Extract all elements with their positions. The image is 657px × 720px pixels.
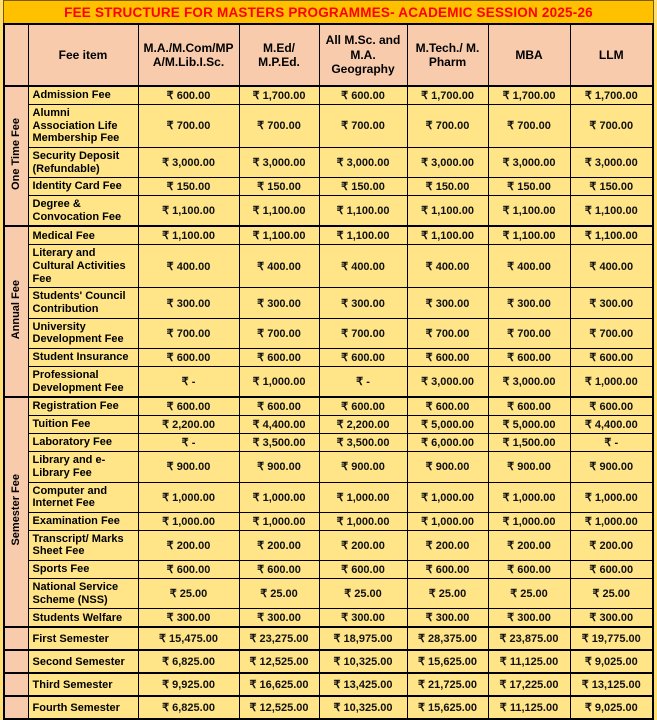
fee-value-cell: ₹ 600.00 bbox=[138, 561, 239, 579]
fee-value-cell: ₹ 600.00 bbox=[138, 397, 239, 416]
column-header-fee-item: Fee item bbox=[28, 24, 138, 86]
fee-value-cell: ₹ 700.00 bbox=[319, 318, 407, 348]
fee-value-cell: ₹ 200.00 bbox=[570, 530, 653, 560]
fee-value-cell: ₹ 600.00 bbox=[570, 397, 653, 416]
summary-value-cell: ₹ 6,825.00 bbox=[138, 696, 239, 719]
fee-value-cell: ₹ 900.00 bbox=[319, 452, 407, 482]
summary-value-cell: ₹ 19,775.00 bbox=[570, 627, 653, 650]
fee-value-cell: ₹ 6,000.00 bbox=[407, 434, 488, 452]
table-row bbox=[4, 397, 653, 416]
fee-item-label: Registration Fee bbox=[28, 397, 138, 416]
fee-value-cell: ₹ 2,200.00 bbox=[319, 416, 407, 434]
fee-value-cell: ₹ 1,000.00 bbox=[319, 512, 407, 530]
fee-value-cell: ₹ 1,100.00 bbox=[407, 226, 488, 245]
fee-value-cell: ₹ 1,000.00 bbox=[239, 482, 319, 512]
fee-value-cell: ₹ 1,000.00 bbox=[319, 482, 407, 512]
fee-item-label: Library and e-Library Fee bbox=[28, 452, 138, 482]
section-label-text: Annual Fee bbox=[9, 279, 22, 340]
fee-value-cell: ₹ 600.00 bbox=[488, 348, 570, 366]
fee-value-cell: ₹ 700.00 bbox=[319, 105, 407, 148]
fee-value-cell: ₹ 3,000.00 bbox=[407, 366, 488, 397]
fee-value-cell: ₹ 3,500.00 bbox=[319, 434, 407, 452]
fee-value-cell: ₹ 300.00 bbox=[488, 288, 570, 318]
fee-value-cell: ₹ 200.00 bbox=[239, 530, 319, 560]
fee-value-cell: ₹ 3,000.00 bbox=[138, 147, 239, 177]
section-label-semester-fee bbox=[4, 397, 28, 627]
fee-value-cell: ₹ 600.00 bbox=[138, 348, 239, 366]
fee-value-cell: ₹ 300.00 bbox=[407, 609, 488, 628]
summary-value-cell: ₹ 11,125.00 bbox=[488, 650, 570, 673]
fee-value-cell: ₹ 300.00 bbox=[570, 288, 653, 318]
table-row bbox=[4, 512, 653, 530]
summary-value-cell: ₹ 9,025.00 bbox=[570, 696, 653, 719]
fee-value-cell: ₹ 600.00 bbox=[570, 348, 653, 366]
summary-value-cell: ₹ 17,225.00 bbox=[488, 673, 570, 696]
section-label-text: One Time Fee bbox=[9, 117, 22, 190]
fee-value-cell: ₹ 900.00 bbox=[239, 452, 319, 482]
fee-value-cell: ₹ 25.00 bbox=[488, 579, 570, 609]
fee-structure-sheet bbox=[3, 0, 654, 720]
summary-label: First Semester bbox=[28, 627, 138, 650]
fee-value-cell: ₹ 1,700.00 bbox=[488, 86, 570, 105]
summary-value-cell: ₹ 28,375.00 bbox=[407, 627, 488, 650]
fee-value-cell: ₹ 600.00 bbox=[407, 397, 488, 416]
fee-value-cell: ₹ 1,500.00 bbox=[488, 434, 570, 452]
fee-value-cell: ₹ 300.00 bbox=[138, 609, 239, 628]
table-row bbox=[4, 434, 653, 452]
fee-value-cell: ₹ 600.00 bbox=[407, 561, 488, 579]
table-row bbox=[4, 105, 653, 148]
fee-value-cell: ₹ 150.00 bbox=[319, 178, 407, 196]
table-row bbox=[4, 579, 653, 609]
summary-row-fourth-semester bbox=[4, 696, 653, 719]
fee-value-cell: ₹ 1,000.00 bbox=[570, 482, 653, 512]
summary-value-cell: ₹ 16,625.00 bbox=[239, 673, 319, 696]
header-row bbox=[4, 24, 653, 86]
fee-value-cell: ₹ 3,500.00 bbox=[239, 434, 319, 452]
fee-value-cell: ₹ 1,100.00 bbox=[319, 196, 407, 227]
summary-blank-cell bbox=[4, 650, 28, 673]
fee-value-cell: ₹ 700.00 bbox=[407, 105, 488, 148]
table-row bbox=[4, 452, 653, 482]
fee-item-label: Student Insurance bbox=[28, 348, 138, 366]
fee-table bbox=[3, 23, 654, 720]
table-row bbox=[4, 226, 653, 245]
fee-value-cell: ₹ 150.00 bbox=[488, 178, 570, 196]
fee-value-cell: ₹ 700.00 bbox=[488, 318, 570, 348]
fee-value-cell: ₹ 200.00 bbox=[138, 530, 239, 560]
fee-item-label: Students Welfare bbox=[28, 609, 138, 628]
fee-value-cell: ₹ 1,100.00 bbox=[570, 196, 653, 227]
fee-value-cell: ₹ 1,100.00 bbox=[138, 196, 239, 227]
fee-value-cell: ₹ 1,100.00 bbox=[239, 226, 319, 245]
fee-value-cell: ₹ 700.00 bbox=[570, 105, 653, 148]
fee-value-cell: ₹ 1,100.00 bbox=[319, 226, 407, 245]
fee-value-cell: ₹ 600.00 bbox=[239, 561, 319, 579]
summary-label: Fourth Semester bbox=[28, 696, 138, 719]
fee-value-cell: ₹ 900.00 bbox=[407, 452, 488, 482]
table-row bbox=[4, 482, 653, 512]
fee-value-cell: ₹ 700.00 bbox=[239, 105, 319, 148]
summary-value-cell: ₹ 15,625.00 bbox=[407, 650, 488, 673]
fee-value-cell: ₹ 600.00 bbox=[319, 348, 407, 366]
fee-value-cell: ₹ 300.00 bbox=[407, 288, 488, 318]
fee-value-cell: ₹ 300.00 bbox=[319, 288, 407, 318]
summary-value-cell: ₹ 13,125.00 bbox=[570, 673, 653, 696]
fee-value-cell: ₹ 200.00 bbox=[319, 530, 407, 560]
fee-value-cell: ₹ 300.00 bbox=[570, 609, 653, 628]
table-row bbox=[4, 366, 653, 397]
summary-value-cell: ₹ 15,475.00 bbox=[138, 627, 239, 650]
fee-value-cell: ₹ 1,100.00 bbox=[138, 226, 239, 245]
table-row bbox=[4, 561, 653, 579]
fee-value-cell: ₹ 700.00 bbox=[407, 318, 488, 348]
column-header-programme-3: All M.Sc. and M.A. Geography bbox=[319, 24, 407, 86]
fee-item-label: Admission Fee bbox=[28, 86, 138, 105]
summary-blank-cell bbox=[4, 627, 28, 650]
fee-value-cell: ₹ 1,100.00 bbox=[488, 196, 570, 227]
fee-value-cell: ₹ 600.00 bbox=[239, 397, 319, 416]
fee-value-cell: ₹ 1,700.00 bbox=[570, 86, 653, 105]
table-row bbox=[4, 147, 653, 177]
fee-value-cell: ₹ 400.00 bbox=[407, 245, 488, 288]
fee-value-cell: ₹ 25.00 bbox=[319, 579, 407, 609]
summary-value-cell: ₹ 21,725.00 bbox=[407, 673, 488, 696]
fee-value-cell: ₹ 400.00 bbox=[239, 245, 319, 288]
summary-value-cell: ₹ 9,025.00 bbox=[570, 650, 653, 673]
fee-value-cell: ₹ 3,000.00 bbox=[488, 366, 570, 397]
summary-value-cell: ₹ 6,825.00 bbox=[138, 650, 239, 673]
fee-item-label: Identity Card Fee bbox=[28, 178, 138, 196]
fee-value-cell: ₹ 700.00 bbox=[570, 318, 653, 348]
fee-value-cell: ₹ 1,000.00 bbox=[407, 512, 488, 530]
summary-label: Third Semester bbox=[28, 673, 138, 696]
table-row bbox=[4, 609, 653, 628]
fee-value-cell: ₹ 400.00 bbox=[138, 245, 239, 288]
fee-value-cell: ₹ 1,100.00 bbox=[488, 226, 570, 245]
table-row bbox=[4, 416, 653, 434]
fee-value-cell: ₹ 25.00 bbox=[239, 579, 319, 609]
summary-value-cell: ₹ 23,875.00 bbox=[488, 627, 570, 650]
fee-value-cell: ₹ 5,000.00 bbox=[407, 416, 488, 434]
column-header-programme-4: M.Tech./ M. Pharm bbox=[407, 24, 488, 86]
fee-value-cell: ₹ 4,400.00 bbox=[239, 416, 319, 434]
fee-value-cell: ₹ 900.00 bbox=[488, 452, 570, 482]
page-title: FEE STRUCTURE FOR MASTERS PROGRAMMES- ACADEMIC SESSION 2025-26 bbox=[3, 0, 654, 23]
summary-value-cell: ₹ 23,275.00 bbox=[239, 627, 319, 650]
fee-value-cell: ₹ - bbox=[138, 434, 239, 452]
fee-item-label: Medical Fee bbox=[28, 226, 138, 245]
fee-value-cell: ₹ 300.00 bbox=[319, 609, 407, 628]
fee-value-cell: ₹ 3,000.00 bbox=[239, 147, 319, 177]
fee-value-cell: ₹ 700.00 bbox=[138, 318, 239, 348]
fee-value-cell: ₹ 150.00 bbox=[570, 178, 653, 196]
fee-item-label: Transcript/ Marks Sheet Fee bbox=[28, 530, 138, 560]
fee-value-cell: ₹ - bbox=[138, 366, 239, 397]
fee-value-cell: ₹ 900.00 bbox=[570, 452, 653, 482]
fee-value-cell: ₹ - bbox=[319, 366, 407, 397]
fee-value-cell: ₹ 3,000.00 bbox=[319, 147, 407, 177]
table-row bbox=[4, 245, 653, 288]
fee-value-cell: ₹ - bbox=[570, 434, 653, 452]
column-header-programme-6: LLM bbox=[570, 24, 653, 86]
summary-value-cell: ₹ 12,525.00 bbox=[239, 650, 319, 673]
fee-value-cell: ₹ 600.00 bbox=[570, 561, 653, 579]
fee-item-label: Sports Fee bbox=[28, 561, 138, 579]
summary-row-second-semester bbox=[4, 650, 653, 673]
fee-value-cell: ₹ 400.00 bbox=[488, 245, 570, 288]
fee-value-cell: ₹ 1,000.00 bbox=[488, 482, 570, 512]
table-row bbox=[4, 178, 653, 196]
fee-value-cell: ₹ 3,000.00 bbox=[488, 147, 570, 177]
fee-item-label: Degree & Convocation Fee bbox=[28, 196, 138, 227]
fee-value-cell: ₹ 1,700.00 bbox=[407, 86, 488, 105]
fee-item-label: Literary and Cultural Activities Fee bbox=[28, 245, 138, 288]
fee-value-cell: ₹ 600.00 bbox=[488, 561, 570, 579]
fee-item-label: Security Deposit (Refundable) bbox=[28, 147, 138, 177]
fee-value-cell: ₹ 1,000.00 bbox=[138, 512, 239, 530]
fee-value-cell: ₹ 300.00 bbox=[239, 288, 319, 318]
fee-value-cell: ₹ 600.00 bbox=[319, 397, 407, 416]
fee-value-cell: ₹ 700.00 bbox=[239, 318, 319, 348]
section-label-annual-fee bbox=[4, 226, 28, 397]
fee-value-cell: ₹ 1,000.00 bbox=[138, 482, 239, 512]
fee-value-cell: ₹ 300.00 bbox=[488, 609, 570, 628]
fee-value-cell: ₹ 200.00 bbox=[407, 530, 488, 560]
fee-item-label: Computer and Internet Fee bbox=[28, 482, 138, 512]
fee-value-cell: ₹ 150.00 bbox=[407, 178, 488, 196]
fee-item-label: Tuition Fee bbox=[28, 416, 138, 434]
fee-value-cell: ₹ 25.00 bbox=[407, 579, 488, 609]
fee-value-cell: ₹ 600.00 bbox=[407, 348, 488, 366]
fee-value-cell: ₹ 600.00 bbox=[138, 86, 239, 105]
fee-value-cell: ₹ 1,100.00 bbox=[239, 196, 319, 227]
fee-value-cell: ₹ 400.00 bbox=[319, 245, 407, 288]
fee-value-cell: ₹ 25.00 bbox=[138, 579, 239, 609]
fee-value-cell: ₹ 1,000.00 bbox=[239, 366, 319, 397]
fee-value-cell: ₹ 700.00 bbox=[138, 105, 239, 148]
table-row bbox=[4, 530, 653, 560]
fee-value-cell: ₹ 600.00 bbox=[319, 86, 407, 105]
summary-value-cell: ₹ 15,625.00 bbox=[407, 696, 488, 719]
summary-value-cell: ₹ 18,975.00 bbox=[319, 627, 407, 650]
fee-item-label: Laboratory Fee bbox=[28, 434, 138, 452]
fee-item-label: National Service Scheme (NSS) bbox=[28, 579, 138, 609]
table-row bbox=[4, 318, 653, 348]
column-header-programme-1: M.A./M.Com/MPA/M.Lib.I.Sc. bbox=[138, 24, 239, 86]
fee-value-cell: ₹ 2,200.00 bbox=[138, 416, 239, 434]
fee-value-cell: ₹ 1,700.00 bbox=[239, 86, 319, 105]
fee-value-cell: ₹ 600.00 bbox=[488, 397, 570, 416]
fee-value-cell: ₹ 3,000.00 bbox=[407, 147, 488, 177]
fee-value-cell: ₹ 150.00 bbox=[138, 178, 239, 196]
fee-item-label: Examination Fee bbox=[28, 512, 138, 530]
fee-value-cell: ₹ 1,100.00 bbox=[570, 226, 653, 245]
table-row bbox=[4, 348, 653, 366]
fee-value-cell: ₹ 200.00 bbox=[488, 530, 570, 560]
fee-value-cell: ₹ 25.00 bbox=[570, 579, 653, 609]
fee-value-cell: ₹ 5,000.00 bbox=[488, 416, 570, 434]
summary-row-third-semester bbox=[4, 673, 653, 696]
fee-value-cell: ₹ 300.00 bbox=[138, 288, 239, 318]
fee-value-cell: ₹ 600.00 bbox=[239, 348, 319, 366]
summary-label: Second Semester bbox=[28, 650, 138, 673]
corner-cell bbox=[4, 24, 28, 86]
table-row bbox=[4, 196, 653, 227]
column-header-programme-5: MBA bbox=[488, 24, 570, 86]
summary-value-cell: ₹ 10,325.00 bbox=[319, 650, 407, 673]
section-label-text: Semester Fee bbox=[9, 474, 22, 546]
summary-value-cell: ₹ 10,325.00 bbox=[319, 696, 407, 719]
fee-value-cell: ₹ 900.00 bbox=[138, 452, 239, 482]
fee-item-label: Professional Development Fee bbox=[28, 366, 138, 397]
fee-value-cell: ₹ 600.00 bbox=[319, 561, 407, 579]
fee-value-cell: ₹ 4,400.00 bbox=[570, 416, 653, 434]
section-label-one-time-fee bbox=[4, 86, 28, 226]
fee-value-cell: ₹ 3,000.00 bbox=[570, 147, 653, 177]
column-header-programme-2: M.Ed/ M.P.Ed. bbox=[239, 24, 319, 86]
fee-item-label: Students' Council Contribution bbox=[28, 288, 138, 318]
fee-table-body bbox=[4, 86, 653, 719]
fee-value-cell: ₹ 1,000.00 bbox=[488, 512, 570, 530]
summary-blank-cell bbox=[4, 696, 28, 719]
summary-value-cell: ₹ 11,125.00 bbox=[488, 696, 570, 719]
fee-value-cell: ₹ 1,000.00 bbox=[239, 512, 319, 530]
fee-value-cell: ₹ 1,000.00 bbox=[570, 512, 653, 530]
fee-value-cell: ₹ 150.00 bbox=[239, 178, 319, 196]
summary-value-cell: ₹ 9,925.00 bbox=[138, 673, 239, 696]
summary-value-cell: ₹ 12,525.00 bbox=[239, 696, 319, 719]
fee-value-cell: ₹ 1,100.00 bbox=[407, 196, 488, 227]
table-row bbox=[4, 288, 653, 318]
summary-value-cell: ₹ 13,425.00 bbox=[319, 673, 407, 696]
fee-item-label: University Development Fee bbox=[28, 318, 138, 348]
fee-value-cell: ₹ 400.00 bbox=[570, 245, 653, 288]
summary-row-first-semester bbox=[4, 627, 653, 650]
summary-blank-cell bbox=[4, 673, 28, 696]
fee-item-label: Alumni Association Life Membership Fee bbox=[28, 105, 138, 148]
fee-value-cell: ₹ 1,000.00 bbox=[407, 482, 488, 512]
fee-value-cell: ₹ 300.00 bbox=[239, 609, 319, 628]
fee-value-cell: ₹ 1,000.00 bbox=[570, 366, 653, 397]
table-row bbox=[4, 86, 653, 105]
fee-value-cell: ₹ 700.00 bbox=[488, 105, 570, 148]
